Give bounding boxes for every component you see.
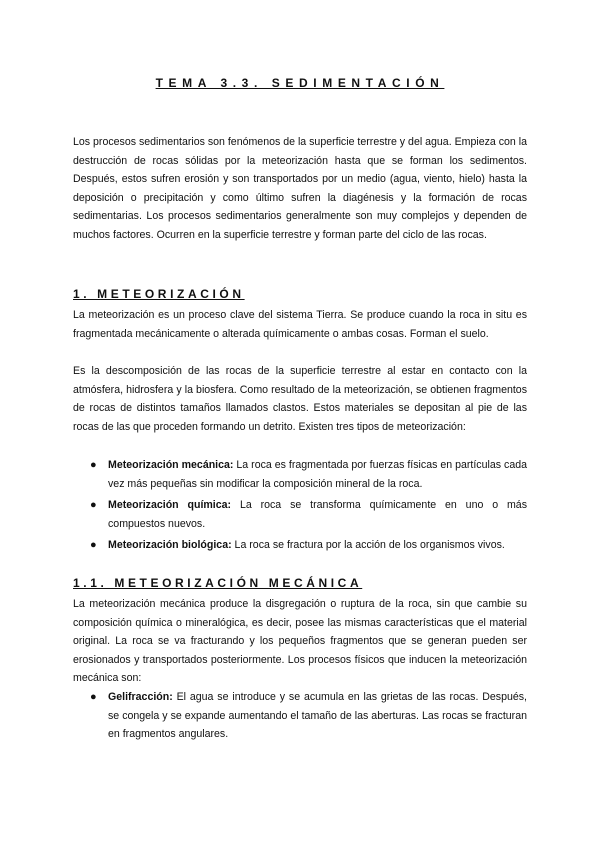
bullet-icon: ● (90, 459, 97, 471)
mechanical-processes-list (73, 688, 527, 747)
meteorizacion-definition-paragraph: La meteorización es un proceso clave del sistema Tierra. Se produce cuando la roca in situ es fragmentada mecánicamente o alterada químicamente o ambas cosas. Forman el suelo. (73, 309, 527, 340)
bullet-icon: ● (90, 539, 97, 552)
item-label: Meteorización biológica: (108, 539, 232, 552)
bullet-icon: ● (90, 691, 97, 703)
item-label: Gelifracción: (108, 691, 173, 703)
page-title: TEMA 3.3. SEDIMENTACIÓN (155, 76, 445, 90)
list-item (73, 688, 527, 744)
item-text: La roca es fragmentada por fuerzas físicas en partículas cada vez más pequeñas sin modificar la composición mineral de la roca. (108, 459, 527, 490)
item-text: La roca se transforma químicamente en uno o más compuestos nuevos. (108, 499, 527, 530)
item-text: El agua se introduce y se acumula en las grietas de las rocas. Después, se congela y se expande aumentando el tamaño de las aberturas. Las rocas se fracturan en fragmentos angulares. (108, 691, 527, 741)
section-heading-meteorizacion-mecanica: 1.1. METEORIZACIÓN MECÁNICA (73, 576, 363, 590)
section-heading-meteorizacion: 1. METEORIZACIÓN (73, 287, 245, 301)
list-item (73, 496, 527, 533)
intro-paragraph: Los procesos sedimentarios son fenómenos de la superficie terrestre y del agua. Empieza con la destrucción de rocas sólidas por la meteorización hasta que se forman los sedimentos. Después, estos sufren erosión y son transportados por un medio (agua, viento, hielo) hasta la deposición o precipitación y como último sufren la diagénesis y la formación de rocas sedimentarias. Los procesos sedimentarios generalmente son muy complejos y dependen de muchos factores. Ocurren en la superficie terrestre y forman parte del ciclo de las rocas. (73, 136, 528, 241)
meteorizacion-description-paragraph: Es la descomposición de las rocas de la superficie terrestre al estar en contacto con la atmósfera, hidrosfera y la biosfera. Como resultado de la meteorización, se obtienen fragmentos de rocas de distintos tamaños llamados clastos. Estos materiales se depositan al pie de las rocas de las que proceden formando un detrito. Existen tres tipos de meteorización: (73, 365, 527, 433)
item-text: La roca se fractura por la acción de los organismos vivos. (231, 539, 505, 552)
meteorizacion-mecanica-paragraph: La meteorización mecánica produce la disgregación o ruptura de la roca, sin que cambie su composición química o mineralógica, es decir, posee las mismas características que el material original. La roca se va fracturando y los pequeños fragmentos que se generan pueden ser erosionados y transportados posteriormente. Los procesos físicos que inducen la meteorización mecánica son: (73, 598, 527, 685)
list-item (73, 456, 527, 493)
bullet-icon: ● (90, 499, 97, 512)
item-label: Meteorización química: (108, 499, 232, 512)
meteorization-types-list (73, 456, 527, 558)
list-item (73, 536, 527, 555)
item-label: Meteorización mecánica: (108, 459, 234, 471)
